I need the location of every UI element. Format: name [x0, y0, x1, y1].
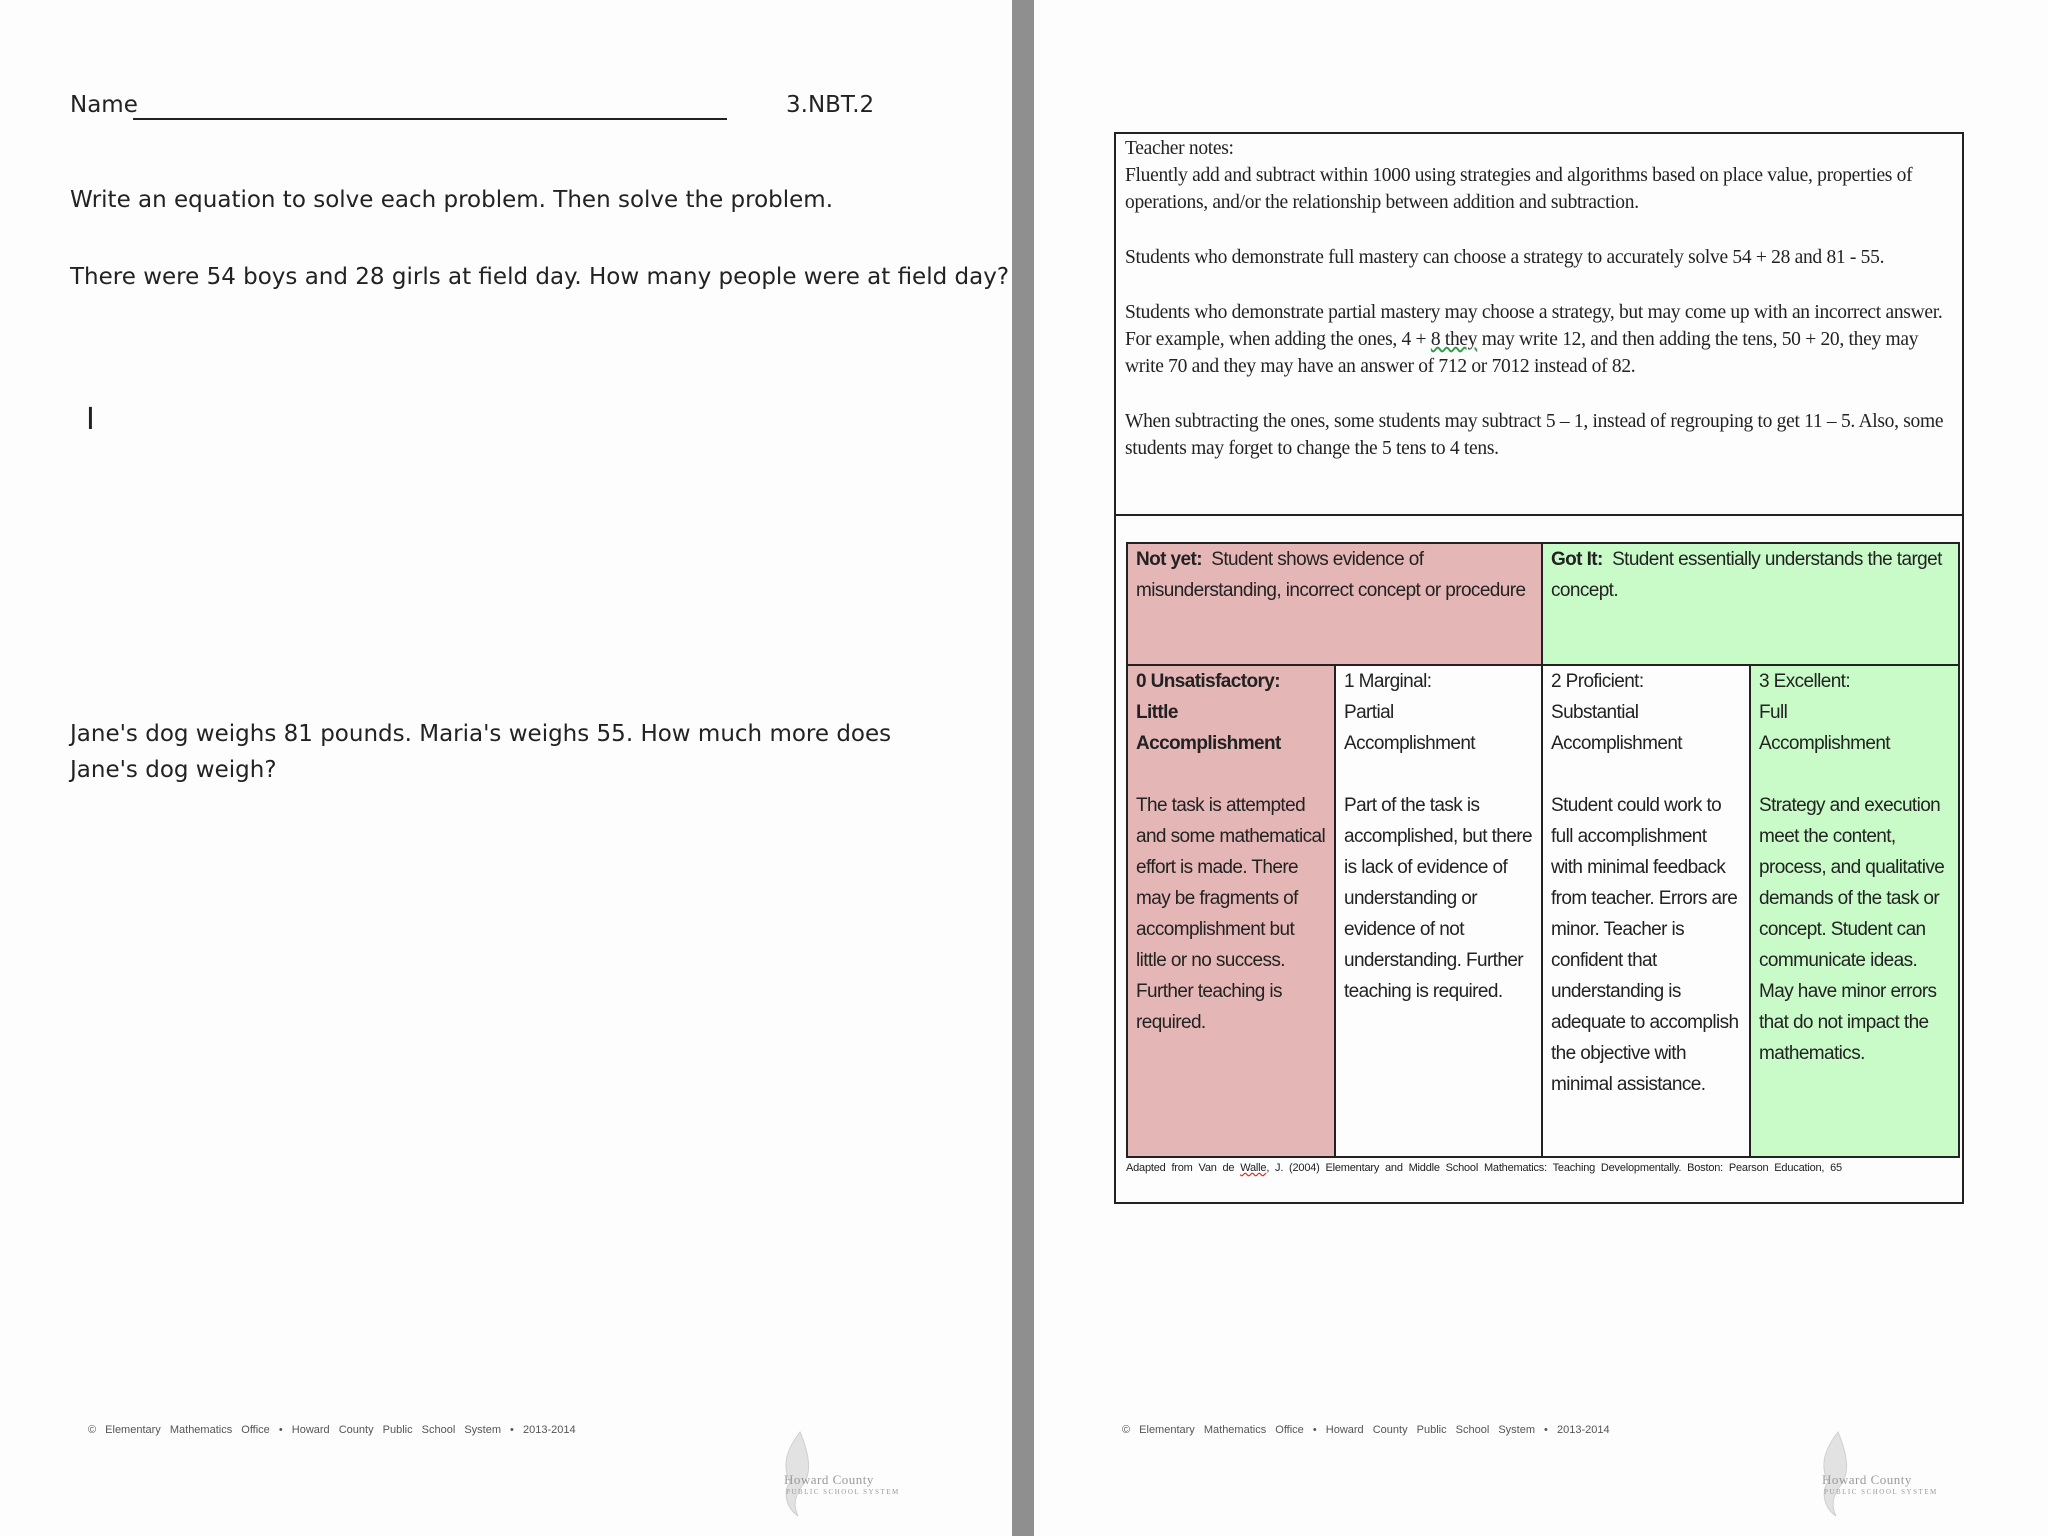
rubric-level-1 [1336, 666, 1543, 1156]
logo-text-line1: Howard County [1822, 1472, 1912, 1487]
teacher-notes-box [1114, 132, 1964, 1204]
level-0-title-2: Little [1136, 702, 1178, 723]
level-2-title-3: Accomplishment [1551, 733, 1682, 754]
rubric-got-it [1543, 544, 1958, 666]
notes-paragraph-3a: Students who demonstrate partial mastery may choose a strategy, but may come up with an incorrect answer. For example, when adding the ones, 4 + [1125, 302, 1943, 350]
footer-copyright: © Elementary Mathematics Office • Howard County Public School System • 2013-2014 [1122, 1424, 1610, 1436]
level-2-title-2: Substantial [1551, 702, 1639, 723]
not-yet-text: Student shows evidence of misunderstanding, incorrect concept or procedure [1136, 549, 1526, 601]
name-label: Name [70, 92, 138, 118]
not-yet-label: Not yet: [1136, 549, 1202, 570]
citation [1126, 1162, 1956, 1174]
citation-part-a: Adapted from Van de [1126, 1162, 1241, 1174]
level-1-title-2: Partial [1344, 702, 1394, 723]
problem-2: Jane's dog weighs 81 pounds. Maria's weighs 55. How much more does Jane's dog weigh? [70, 721, 892, 783]
citation-author-flagged: Walle [1240, 1162, 1267, 1174]
citation-part-b: , J. (2004) Elementary and Middle School Mathematics: Teaching Developmentally. Boston: Pearson Education, 65 [1266, 1162, 1842, 1174]
problem-1: There were 54 boys and 28 girls at field day. How many people were at field day? [70, 264, 1010, 290]
page-gutter [1012, 0, 1034, 1536]
level-3-title-3: Accomplishment [1759, 733, 1890, 754]
footer-copyright: © Elementary Mathematics Office • Howard County Public School System • 2013-2014 [88, 1424, 576, 1436]
level-3-title-2: Full [1759, 702, 1788, 723]
district-logo [1812, 1430, 1944, 1520]
level-2-description: Student could work to full accomplishment with minimal feedback from teacher. Errors are minor. Teacher is confident that understanding is adequate to accomplish the objective with minimal assistance. [1551, 795, 1739, 1095]
notes-heading: Teacher notes: [1125, 138, 1234, 159]
text-cursor: I [86, 402, 95, 437]
district-logo [774, 1430, 906, 1520]
level-1-description: Part of the task is accomplished, but there is lack of evidence of understanding or evidence of not understanding. Further teaching is required. [1344, 795, 1532, 1002]
rubric-level-0 [1128, 666, 1336, 1156]
notes-paragraph-3b: may write 12, and then adding the tens, 50 + 20, they may write 70 and they may have an answer of 712 or 7012 instead of 82. [1125, 329, 1919, 377]
rubric-not-yet [1128, 544, 1543, 666]
standard-code: 3.NBT.2 [786, 92, 875, 118]
notes-paragraph-2: Students who demonstrate full mastery can choose a strategy to accurately solve 54 + 28 and 81 - 55. [1125, 247, 1885, 268]
level-0-title-3: Accomplishment [1136, 733, 1281, 754]
teacher-notes-page [1034, 0, 2048, 1536]
logo-text-line1: Howard County [784, 1472, 874, 1487]
spelling-flag: 8 they [1430, 329, 1478, 350]
level-0-title-1: 0 Unsatisfactory: [1136, 671, 1280, 692]
name-blank-line [133, 118, 727, 120]
instructions: Write an equation to solve each problem. Then solve the problem. [70, 187, 834, 213]
level-1-title-1: 1 Marginal: [1344, 671, 1432, 692]
level-3-description: Strategy and execution meet the content, process, and qualitative demands of the task or concept. Student can communicate ideas. May have minor errors that do not impact the mathematics. [1759, 795, 1945, 1064]
level-0-description: The task is attempted and some mathematical effort is made. There may be fragments of accomplishment but little or no success. Further teaching is required. [1136, 795, 1326, 1033]
level-2-title-1: 2 Proficient: [1551, 671, 1644, 692]
logo-text-line2: PUBLIC SCHOOL SYSTEM [1824, 1488, 1938, 1496]
level-3-title-1: 3 Excellent: [1759, 671, 1851, 692]
notes-paragraph-4: When subtracting the ones, some students may subtract 5 – 1, instead of regrouping to get 11 – 5. Also, some students may forget to change the 5 tens to 4 tens. [1125, 411, 1944, 459]
notes-paragraph-1: Fluently add and subtract within 1000 using strategies and algorithms based on place value, properties of operations, and/or the relationship between addition and subtraction. [1125, 165, 1913, 213]
student-worksheet-page [0, 0, 1012, 1536]
teacher-notes-text [1116, 134, 1962, 516]
got-it-text: Student essentially understands the target concept. [1551, 549, 1942, 601]
got-it-label: Got It: [1551, 549, 1603, 570]
rubric-level-2 [1543, 666, 1751, 1156]
level-1-title-3: Accomplishment [1344, 733, 1475, 754]
rubric-level-3 [1751, 666, 1958, 1156]
logo-text-line2: PUBLIC SCHOOL SYSTEM [786, 1488, 900, 1496]
rubric-table [1126, 542, 1960, 1158]
